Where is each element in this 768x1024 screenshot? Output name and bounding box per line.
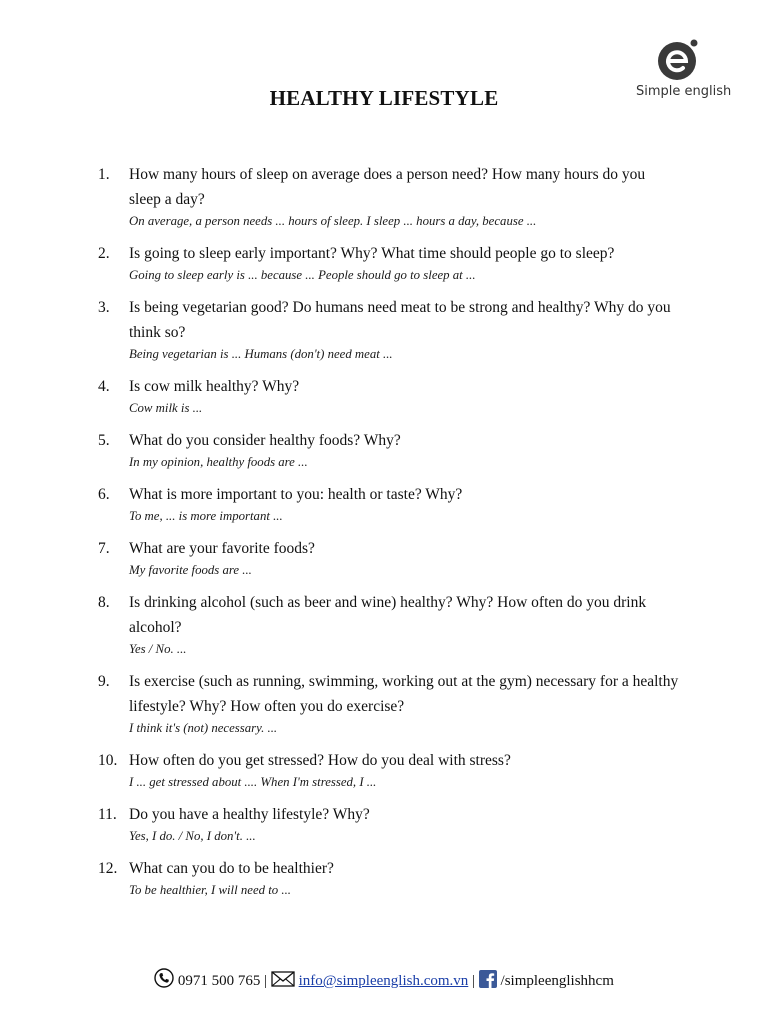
- footer: [0, 968, 768, 990]
- question-number: 5.: [98, 432, 110, 449]
- question-list: [0, 162, 768, 910]
- question-number: 8.: [98, 594, 110, 611]
- question-number: 1.: [98, 166, 110, 183]
- question-text: Is being vegetarian good? Do humans need meat to be strong and healthy? Why do you think so?: [129, 299, 671, 341]
- envelope-icon: [271, 970, 295, 988]
- question-number: 2.: [98, 245, 110, 262]
- answer-prompt: To me, ... is more important ...: [129, 509, 283, 523]
- answer-prompt: Yes / No. ...: [129, 642, 187, 656]
- footer-email-link[interactable]: info@simpleenglish.com.vn: [298, 973, 469, 989]
- answer-prompt: I ... get stressed about .... When I'm stressed, I ...: [129, 775, 377, 789]
- question-text: Is going to sleep early important? Why? What time should people go to sleep?: [129, 245, 615, 262]
- question-text: How often do you get stressed? How do you deal with stress?: [129, 752, 511, 769]
- question-text: What is more important to you: health or taste? Why?: [129, 486, 463, 503]
- question-number: 3.: [98, 299, 110, 316]
- question-number: 9.: [98, 673, 110, 690]
- question-number: 4.: [98, 378, 110, 395]
- question-number: 11.: [98, 806, 117, 823]
- question-item: [0, 295, 768, 364]
- question-item: [0, 428, 768, 472]
- phone-icon: [154, 968, 174, 988]
- facebook-icon: [479, 970, 497, 988]
- footer-phone: 0971 500 765: [177, 973, 261, 989]
- footer-facebook: /simpleenglishhcm: [500, 973, 614, 989]
- question-number: 12.: [98, 860, 118, 877]
- answer-prompt: I think it's (not) necessary. ...: [129, 721, 278, 735]
- question-item: [0, 748, 768, 792]
- question-number: 6.: [98, 486, 110, 503]
- question-text: What do you consider healthy foods? Why?: [129, 432, 401, 449]
- page-title: HEALTHY LIFESTYLE: [269, 86, 499, 110]
- question-text: What can you do to be healthier?: [129, 860, 334, 877]
- footer-separator-2: |: [472, 973, 476, 989]
- question-item: [0, 669, 768, 738]
- answer-prompt: Cow milk is ...: [129, 401, 203, 415]
- answer-prompt: Being vegetarian is ... Humans (don't) need meat ...: [129, 347, 393, 361]
- answer-prompt: In my opinion, healthy foods are ...: [129, 455, 308, 469]
- question-text: Is cow milk healthy? Why?: [129, 378, 300, 395]
- question-item: [0, 590, 768, 659]
- question-item: [0, 802, 768, 846]
- question-item: [0, 374, 768, 418]
- question-item: [0, 482, 768, 526]
- question-item: [0, 536, 768, 580]
- question-text: Do you have a healthy lifestyle? Why?: [129, 806, 370, 823]
- question-number: 10.: [98, 752, 118, 769]
- footer-separator: |: [264, 973, 268, 989]
- answer-prompt: My favorite foods are ...: [129, 563, 252, 577]
- question-text: Is drinking alcohol (such as beer and wine) healthy? Why? How often do you drink alcohol?: [129, 594, 647, 636]
- question-item: [0, 162, 768, 231]
- question-text: What are your favorite foods?: [129, 540, 315, 557]
- answer-prompt: To be healthier, I will need to ...: [129, 883, 291, 897]
- answer-prompt: On average, a person needs ... hours of sleep. I sleep ... hours a day, because ...: [129, 214, 537, 228]
- question-item: [0, 856, 768, 900]
- question-number: 7.: [98, 540, 110, 557]
- simple-english-logo-icon: [656, 36, 702, 82]
- answer-prompt: Going to sleep early is ... because ... People should go to sleep at ...: [129, 268, 476, 282]
- answer-prompt: Yes, I do. / No, I don't. ...: [129, 829, 256, 843]
- brand-name: Simple english: [636, 84, 732, 99]
- question-text: How many hours of sleep on average does a person need? How many hours do you sleep a day?: [129, 166, 646, 208]
- question-text: Is exercise (such as running, swimming, working out at the gym) necessary for a healthy lifestyle? Why? How often you do exercise?: [129, 673, 679, 715]
- question-item: [0, 241, 768, 285]
